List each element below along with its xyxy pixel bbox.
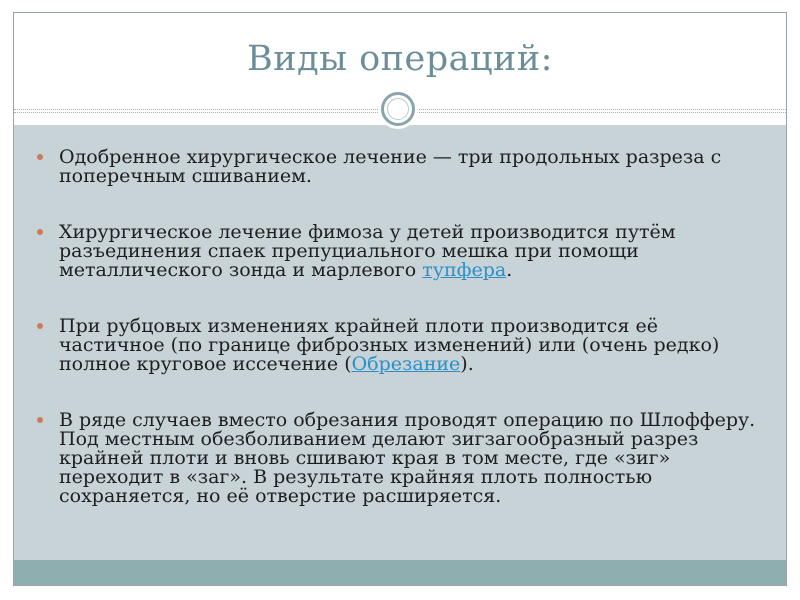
bullet-text-end: ). (460, 353, 474, 375)
circle-ornament-icon (381, 92, 415, 126)
list-item (37, 411, 757, 506)
list-item (37, 223, 757, 280)
slide-footer-band (14, 560, 786, 586)
list-item (37, 148, 757, 186)
circumcision-link[interactable]: Обрезание (351, 353, 461, 375)
bullet-list (37, 148, 757, 543)
bullet-text: Хирургическое лечение фимоза у детей производится путём разъединения спаек препуциального мешка при помощи металлического зонда и марлевого (59, 221, 676, 281)
bullet-text-end: . (506, 259, 513, 281)
list-item (37, 317, 757, 374)
slide-frame (13, 12, 787, 586)
tupfer-link[interactable]: тупфера (422, 259, 507, 281)
bullet-text: Одобренное хирургическое лечение — три продольных разреза с поперечным сшиванием. (59, 146, 722, 187)
bullet-text: При рубцовых изменениях крайней плоти производится её частичное (по границе фиброзных изменений) или (очень редко) полное круговое иссечение ( (59, 315, 720, 375)
bullet-dot-icon (37, 229, 43, 235)
bullet-text: В ряде случаев вместо обрезания проводят операцию по Шлофферу. Под местным обезболиванием делают зигзагообразный разрез крайней плоти и вновь сшивают края в том месте, где «зиг» переходит в «заг». В результате крайняя плоть полностью сохраняется, но её отверстие расширяется. (59, 409, 756, 507)
bullet-dot-icon (37, 417, 43, 423)
bullet-dot-icon (37, 154, 43, 160)
slide-body (14, 125, 786, 561)
slide-title: Виды операций: (247, 39, 553, 79)
bullet-dot-icon (37, 323, 43, 329)
